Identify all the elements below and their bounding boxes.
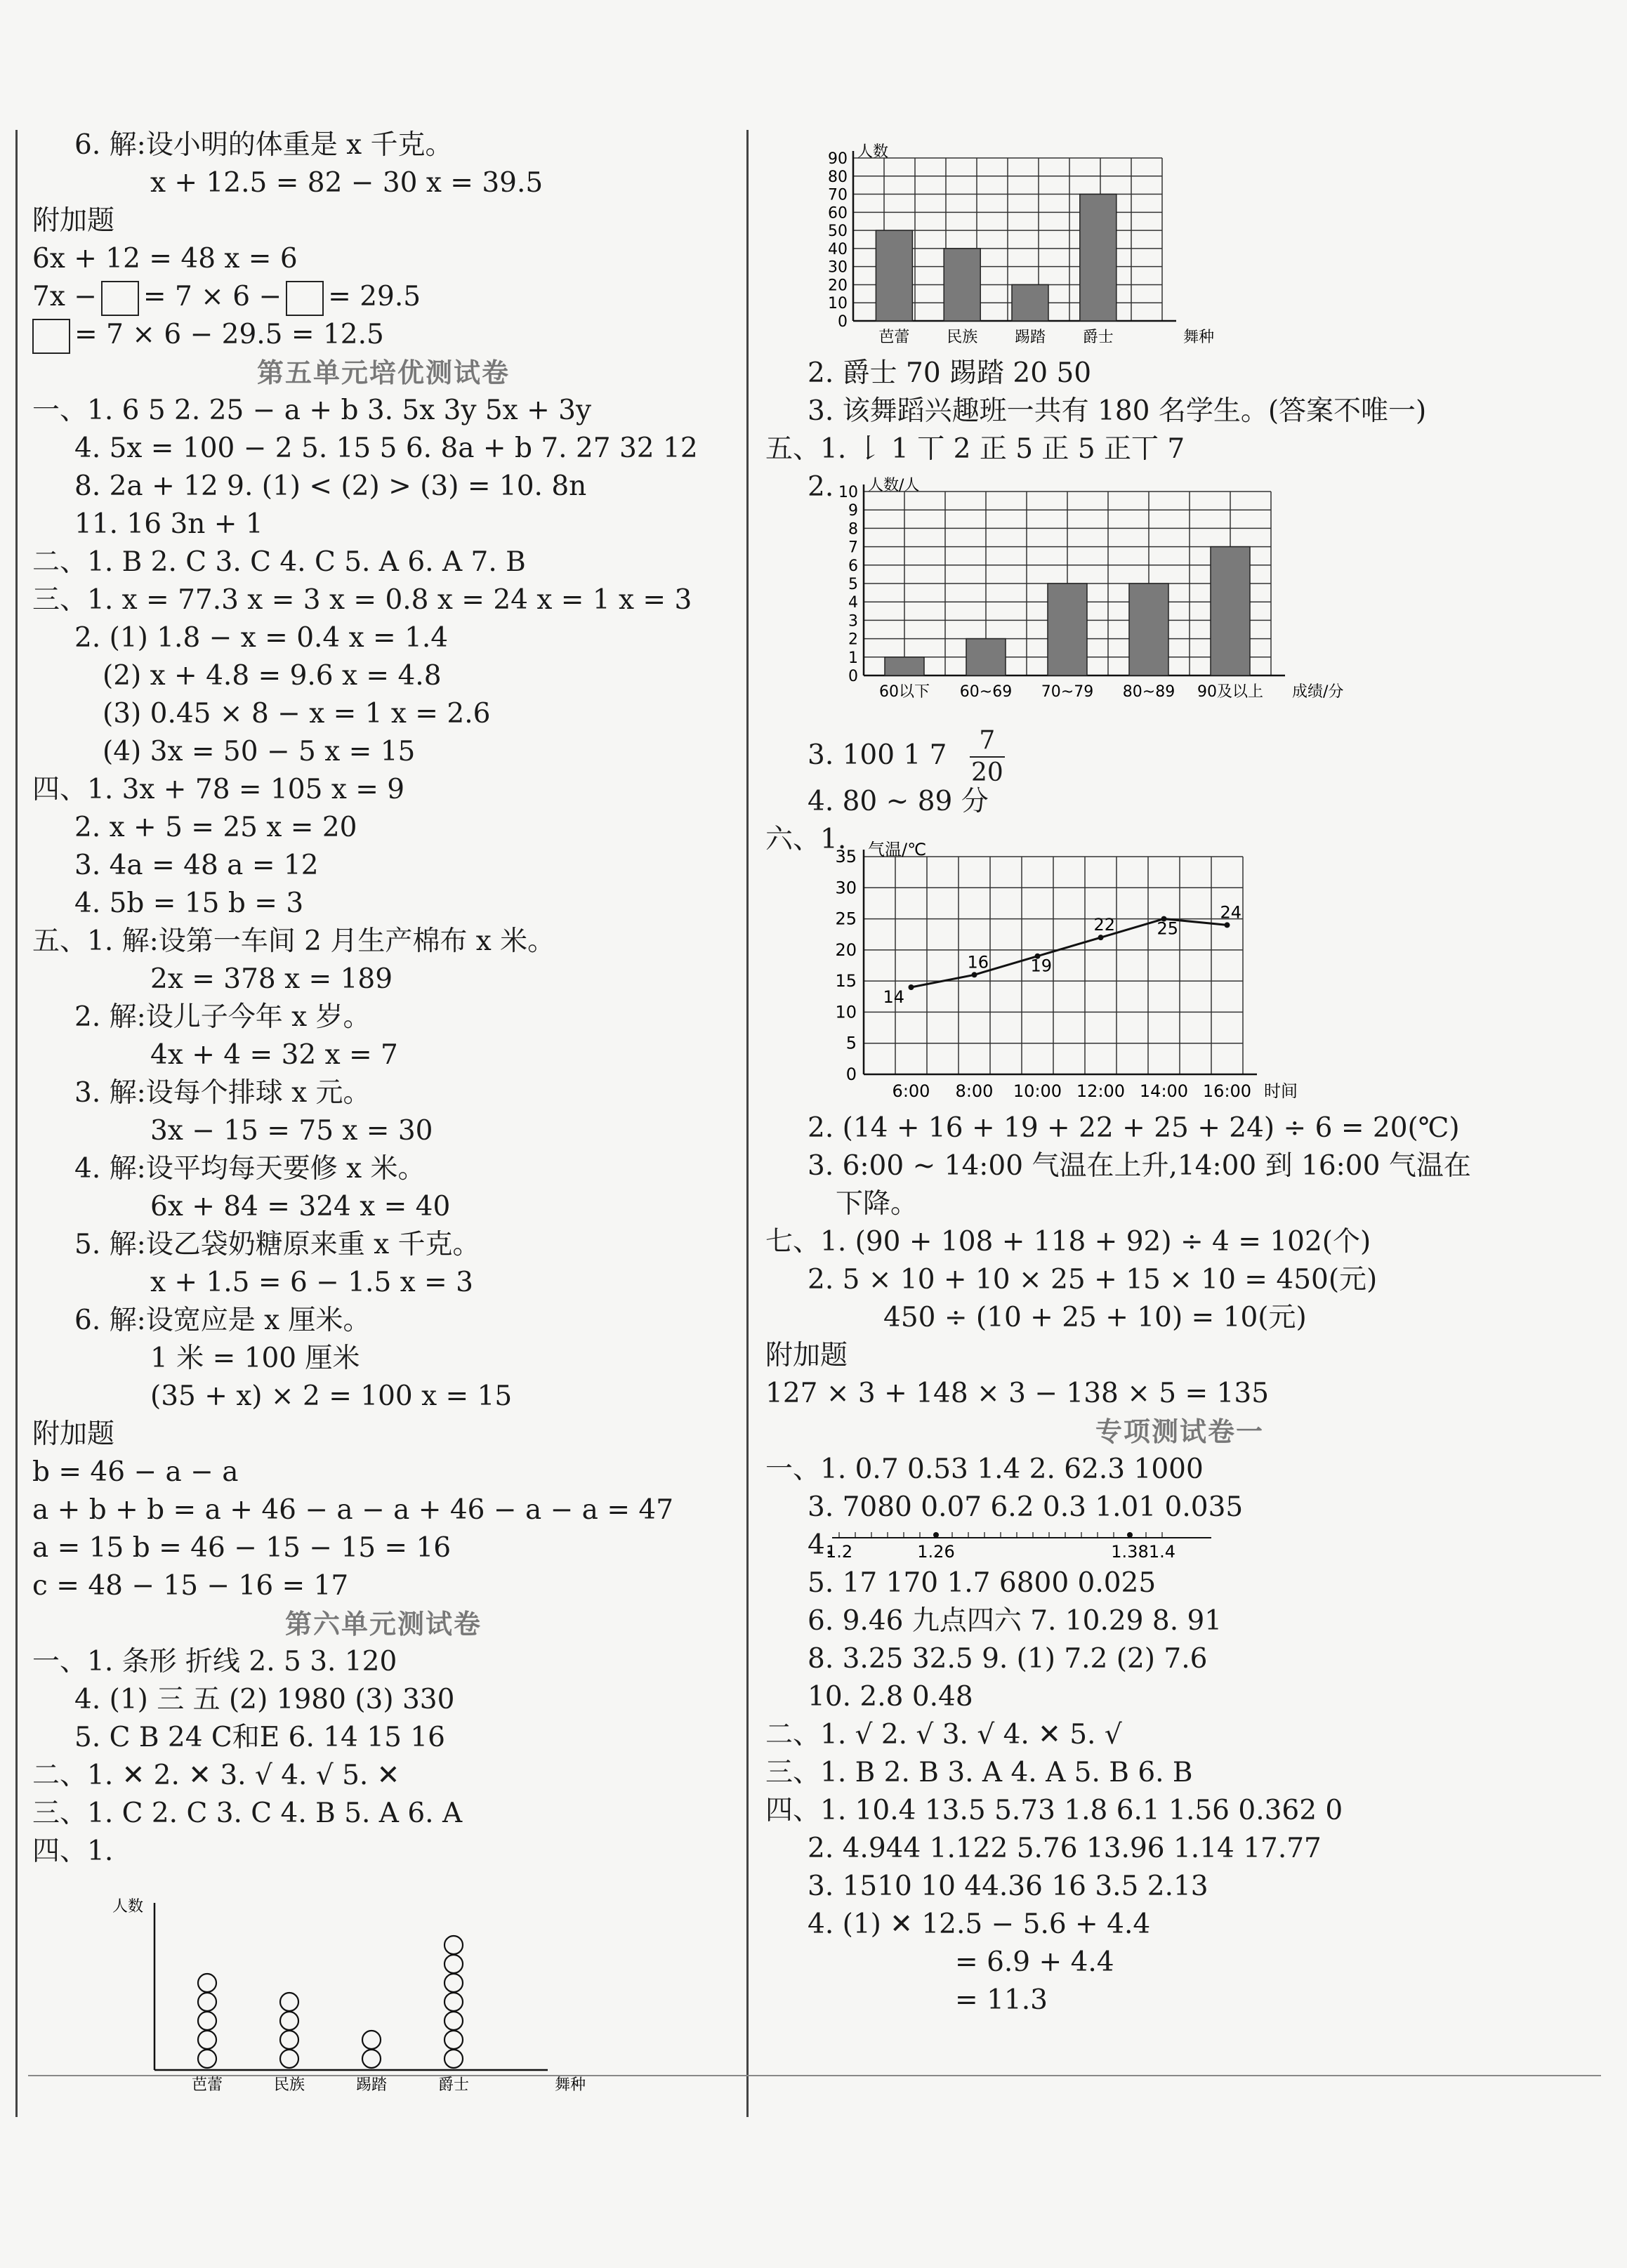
text-line: 10. 2.8 0.48: [808, 1681, 973, 1713]
text-line: 3. 4a = 48 a = 12: [74, 850, 319, 881]
pictograph-circle: [444, 1974, 463, 1992]
y-tick-label: 80: [828, 168, 848, 186]
y-tick-label: 4: [848, 594, 858, 612]
text-line: 2. (1) 1.8 − x = 0.4 x = 1.4: [74, 622, 449, 654]
bar: [1129, 584, 1168, 675]
text-line: 5. 解:设乙袋奶糖原来重 x 千克。: [74, 1229, 480, 1260]
text-line: 5. C B 24 C和E 6. 14 15 16: [74, 1722, 445, 1753]
text-line: 七、1. (90 + 108 + 118 + 92) ÷ 4 = 102(个): [765, 1226, 1371, 1258]
bar: [966, 639, 1006, 675]
bar: [1048, 584, 1087, 675]
text-line: 4x + 4 = 32 x = 7: [150, 1039, 398, 1071]
text-line: [32, 316, 735, 354]
x-tick-label: 10:00: [1013, 1081, 1062, 1101]
pictograph-circle: [198, 2012, 216, 2030]
text-line: x + 1.5 = 6 − 1.5 x = 3: [150, 1267, 473, 1298]
pictograph-circle: [280, 2012, 298, 2030]
number-line-label: 1.2: [825, 1542, 853, 1562]
y-tick-label: 2: [848, 631, 858, 649]
text-line: 三、1. x = 77.3 x = 3 x = 0.8 x = 24 x = 1 x = 3: [32, 584, 692, 616]
data-label: 22: [1093, 915, 1116, 935]
bar: [876, 230, 912, 321]
pictograph-chart: [105, 1896, 611, 2099]
y-tick-label: 0: [845, 1064, 857, 1084]
pictograph-circle: [198, 2050, 216, 2068]
text-fragment: 3. 100 1 7: [808, 739, 947, 771]
text-line: 4. (1) ✕ 12.5 − 5.6 + 4.4: [808, 1908, 1151, 1940]
y-tick-label: 20: [835, 939, 857, 960]
text-line: = 11.3: [955, 1984, 1048, 2016]
blank-box: [32, 319, 70, 354]
text-fragment: 4.: [808, 1529, 834, 1561]
number-line-point: [933, 1532, 939, 1538]
x-tick-label: 60~69: [959, 683, 1013, 701]
text-line: 五、1. 解:设第一车间 2 月生产棉布 x 米。: [32, 925, 555, 957]
text-line: [32, 278, 735, 316]
number-line-label: 1.26: [917, 1542, 955, 1562]
section-title: 第六单元测试卷: [284, 1608, 482, 1640]
text-line: 4. 5x = 100 − 2 5. 15 5 6. 8a + b 7. 27 32 12: [74, 433, 698, 464]
text-line: (2) x + 4.8 = 9.6 x = 4.8: [103, 660, 442, 692]
text-line: 2. (14 + 16 + 19 + 22 + 25 + 24) ÷ 6 = 20(℃): [808, 1112, 1460, 1144]
text-line: 三、1. B 2. B 3. A 4. A 5. B 6. B: [765, 1757, 1193, 1788]
section-heading: 附加题: [765, 1340, 848, 1371]
pictograph-circle: [198, 2031, 216, 2049]
text-line: 四、1. 10.4 13.5 5.73 1.8 6.1 1.56 0.362 0: [765, 1795, 1343, 1826]
x-tick-label: 12:00: [1076, 1081, 1126, 1101]
y-tick-label: 8: [848, 520, 858, 539]
x-tick-label: 芭蕾: [191, 2076, 223, 2094]
y-tick-label: 3: [848, 612, 858, 631]
y-tick-label: 10: [828, 295, 848, 313]
text-line: 2. 爵士 70 踢踏 20 50: [808, 357, 1092, 389]
text-line: a = 15 b = 46 − 15 − 15 = 16: [32, 1532, 452, 1564]
text-line: x + 12.5 = 82 − 30 x = 39.5: [150, 167, 544, 199]
text-line: [765, 726, 1594, 787]
text-line: 6. 解:设宽应是 x 厘米。: [74, 1305, 371, 1336]
x-tick-label: 90及以上: [1197, 683, 1263, 701]
text-line: (3) 0.45 × 8 − x = 1 x = 2.6: [103, 698, 491, 730]
text-line: (35 + x) × 2 = 100 x = 15: [150, 1380, 513, 1412]
text-line: 三、1. C 2. C 3. C 4. B 5. A 6. A: [32, 1798, 463, 1829]
y-axis-title: 人数: [857, 143, 889, 161]
bar: [885, 657, 924, 675]
y-tick-label: 60: [828, 204, 848, 223]
fraction-bar: [970, 756, 1005, 758]
pictograph-circle: [280, 2050, 298, 2068]
pictograph-circle: [444, 1993, 463, 2011]
number-line-point: [1127, 1532, 1133, 1538]
pictograph-circle: [362, 2031, 381, 2049]
x-tick-label: 踢踏: [1014, 329, 1046, 346]
y-tick-label: 30: [835, 878, 857, 898]
text-line: 四、1. 3x + 78 = 105 x = 9: [32, 774, 405, 805]
x-tick-label: 8:00: [955, 1081, 994, 1101]
text-line: 2.: [808, 471, 834, 503]
x-tick-label: 芭蕾: [878, 329, 910, 346]
text-line: 2x = 378 x = 189: [150, 963, 393, 995]
y-tick-label: 9: [848, 502, 858, 520]
y-axis-title: 人数: [112, 1898, 144, 1916]
bar: [1012, 284, 1048, 321]
y-tick-label: 5: [848, 576, 858, 593]
x-tick-label: 80~89: [1122, 683, 1175, 701]
data-point: [1098, 935, 1104, 940]
score-bar-chart: [822, 477, 1383, 713]
pictograph-circle: [280, 2031, 298, 2049]
y-tick-label: 15: [835, 971, 857, 991]
text-line: = 6.9 + 4.4: [955, 1946, 1114, 1978]
bar: [1211, 547, 1250, 675]
number-line-label: 1.4: [1148, 1542, 1176, 1562]
y-tick-label: 5: [845, 1033, 857, 1053]
pictograph-circle: [444, 1936, 463, 1954]
y-tick-label: 7: [848, 539, 858, 557]
y-tick-label: 90: [828, 150, 848, 168]
text-line: 一、1. 条形 折线 2. 5 3. 120: [32, 1646, 397, 1677]
y-tick-label: 6: [848, 557, 858, 575]
bar: [1080, 195, 1116, 321]
y-tick-label: 25: [835, 909, 857, 929]
column-divider: [746, 130, 749, 2117]
y-tick-label: 35: [835, 847, 857, 866]
y-tick-label: 70: [828, 186, 848, 204]
text-line: 8. 2a + 12 9. (1) < (2) > (3) = 10. 8n: [74, 470, 587, 502]
section-title: 第五单元培优测试卷: [256, 357, 510, 388]
y-tick-label: 40: [828, 240, 848, 258]
y-tick-label: 10: [835, 1002, 857, 1022]
text-fragment: = 7 × 6 −: [143, 281, 282, 312]
text-line: 4. (1) 三 五 (2) 1980 (3) 330: [74, 1684, 455, 1715]
x-axis-title: 舞种: [1183, 329, 1215, 346]
text-fragment: = 29.5: [328, 281, 421, 312]
y-tick-label: 1: [848, 649, 858, 667]
y-tick-label: 50: [828, 223, 848, 241]
x-tick-label: 民族: [273, 2076, 305, 2094]
text-line: (4) 3x = 50 − 5 x = 15: [103, 736, 416, 767]
x-tick-label: 爵士: [437, 2076, 470, 2094]
y-tick-label: 0: [838, 313, 848, 331]
text-line: c = 48 − 15 − 16 = 17: [32, 1570, 349, 1602]
text-line: 4. 80 ~ 89 分: [808, 786, 989, 817]
pictograph-circle: [444, 2012, 463, 2030]
number-line-label: 1.38: [1111, 1542, 1149, 1562]
y-axis-title: 气温/℃: [868, 840, 927, 859]
text-line: 4. 解:设平均每天要修 x 米。: [74, 1153, 426, 1185]
data-point: [972, 972, 977, 977]
text-line: 五、1. 𠄌 1 丅 2 正 5 正 5 正丅 7: [765, 433, 1185, 465]
text-line: 4. 5b = 15 b = 3: [74, 888, 304, 919]
bar: [944, 249, 980, 321]
fraction-denominator: 20: [970, 758, 1003, 787]
y-tick-label: 10: [838, 484, 858, 501]
data-label: 19: [1030, 956, 1053, 976]
text-line: 3. 6:00 ~ 14:00 气温在上升,14:00 到 16:00 气温在: [808, 1150, 1471, 1182]
pictograph-circle: [362, 2050, 381, 2068]
right-column-part3: [765, 1109, 1594, 2019]
data-label: 24: [1220, 902, 1242, 923]
text-line: 二、1. √ 2. √ 3. √ 4. ✕ 5. √: [765, 1719, 1122, 1751]
pictograph-circle: [198, 1974, 216, 1992]
text-line: 2. 解:设儿子今年 x 岁。: [74, 1001, 371, 1033]
text-line: 6. 9.46 九点四六 7. 10.29 8. 91: [808, 1605, 1223, 1637]
x-tick-label: 6:00: [892, 1081, 930, 1101]
text-line: 四、1.: [32, 1835, 114, 1867]
text-fragment: = 7 × 6 − 29.5 = 12.5: [74, 319, 384, 350]
text-line: 11. 16 3n + 1: [74, 508, 263, 540]
text-line: 3. 7080 0.07 6.2 0.3 1.01 0.035: [808, 1491, 1244, 1523]
pictograph-circle: [280, 1993, 298, 2011]
text-line: 二、1. ✕ 2. ✕ 3. √ 4. √ 5. ✕: [32, 1760, 400, 1791]
text-line: 二、1. B 2. C 3. C 4. C 5. A 6. A 7. B: [32, 546, 526, 578]
text-line: 3x − 15 = 75 x = 30: [150, 1115, 433, 1147]
y-tick-label: 0: [848, 668, 858, 685]
text-line: 六、1.: [765, 824, 847, 855]
text-line: 450 ÷ (10 + 25 + 10) = 10(元): [883, 1302, 1307, 1333]
data-label: 14: [883, 987, 905, 1007]
text-line: 3. 解:设每个排球 x 元。: [74, 1077, 371, 1109]
section-heading: 附加题: [32, 1418, 115, 1450]
text-line: 2. x + 5 = 25 x = 20: [74, 812, 357, 843]
section-title: 专项测试卷一: [1095, 1416, 1264, 1447]
x-axis-title: 成绩/分: [1292, 683, 1344, 701]
number-line: [825, 1528, 1225, 1564]
text-line: a + b + b = a + 46 − a − a + 46 − a − a = 47: [32, 1494, 674, 1526]
blank-box: [101, 281, 139, 316]
text-line: b = 46 − a − a: [32, 1456, 239, 1488]
text-line: 6. 解:设小明的体重是 x 千克。: [74, 129, 453, 161]
section-heading: 附加题: [32, 205, 115, 237]
text-fragment: 7x −: [32, 281, 97, 312]
pictograph-circle: [444, 1955, 463, 1973]
text-line: 8. 3.25 32.5 9. (1) 7.2 (2) 7.6: [808, 1643, 1208, 1675]
text-line: 2. 4.944 1.122 5.76 13.96 1.14 17.77: [808, 1833, 1322, 1864]
number-line-row: [765, 1527, 1594, 1564]
fraction: [970, 727, 1005, 787]
fraction-numerator: 7: [979, 726, 996, 755]
x-axis-title: 舞种: [555, 2076, 586, 2094]
temperature-line-chart: [822, 839, 1313, 1102]
text-line: 6x + 12 = 48 x = 6: [32, 243, 298, 275]
blank-box: [286, 281, 324, 316]
x-tick-label: 60以下: [879, 683, 930, 701]
dance-bar-chart: [822, 137, 1313, 351]
left-margin-rule: [15, 130, 18, 2117]
text-line: 3. 该舞蹈兴趣班一共有 180 名学生。(答案不唯一): [808, 395, 1427, 427]
text-line: 2. 5 × 10 + 10 × 25 + 15 × 10 = 450(元): [808, 1264, 1378, 1295]
text-line: 一、1. 6 5 2. 25 − a + b 3. 5x 3y 5x + 3y: [32, 395, 591, 426]
data-point: [1225, 922, 1230, 928]
text-line: 下降。: [836, 1188, 918, 1220]
text-line: 6x + 84 = 324 x = 40: [150, 1191, 451, 1222]
data-point: [909, 984, 914, 990]
x-tick-label: 70~79: [1041, 683, 1094, 701]
data-label: 25: [1157, 918, 1179, 939]
x-tick-label: 16:00: [1202, 1081, 1252, 1101]
text-line: 5. 17 170 1.7 6800 0.025: [808, 1567, 1157, 1599]
pictograph-circle: [444, 2031, 463, 2049]
x-tick-label: 踢踏: [355, 2076, 388, 2094]
y-tick-label: 20: [828, 277, 848, 295]
text-line: 127 × 3 + 148 × 3 − 138 × 5 = 135: [765, 1378, 1270, 1409]
x-tick-label: 14:00: [1139, 1081, 1189, 1101]
x-tick-label: 民族: [947, 329, 978, 346]
y-tick-label: 30: [828, 258, 848, 277]
pictograph-circle: [444, 2050, 463, 2068]
pictograph-circle: [198, 1993, 216, 2011]
text-line: 3. 1510 10 44.36 16 3.5 2.13: [808, 1871, 1208, 1902]
text-line: 一、1. 0.7 0.53 1.4 2. 62.3 1000: [765, 1453, 1204, 1485]
data-label: 16: [967, 952, 989, 973]
text-line: 1 米 = 100 厘米: [150, 1343, 360, 1374]
left-column: [32, 126, 735, 1871]
x-axis-title: 时间: [1264, 1081, 1298, 1101]
y-axis-title: 人数/人: [868, 477, 920, 494]
x-tick-label: 爵士: [1082, 329, 1114, 346]
